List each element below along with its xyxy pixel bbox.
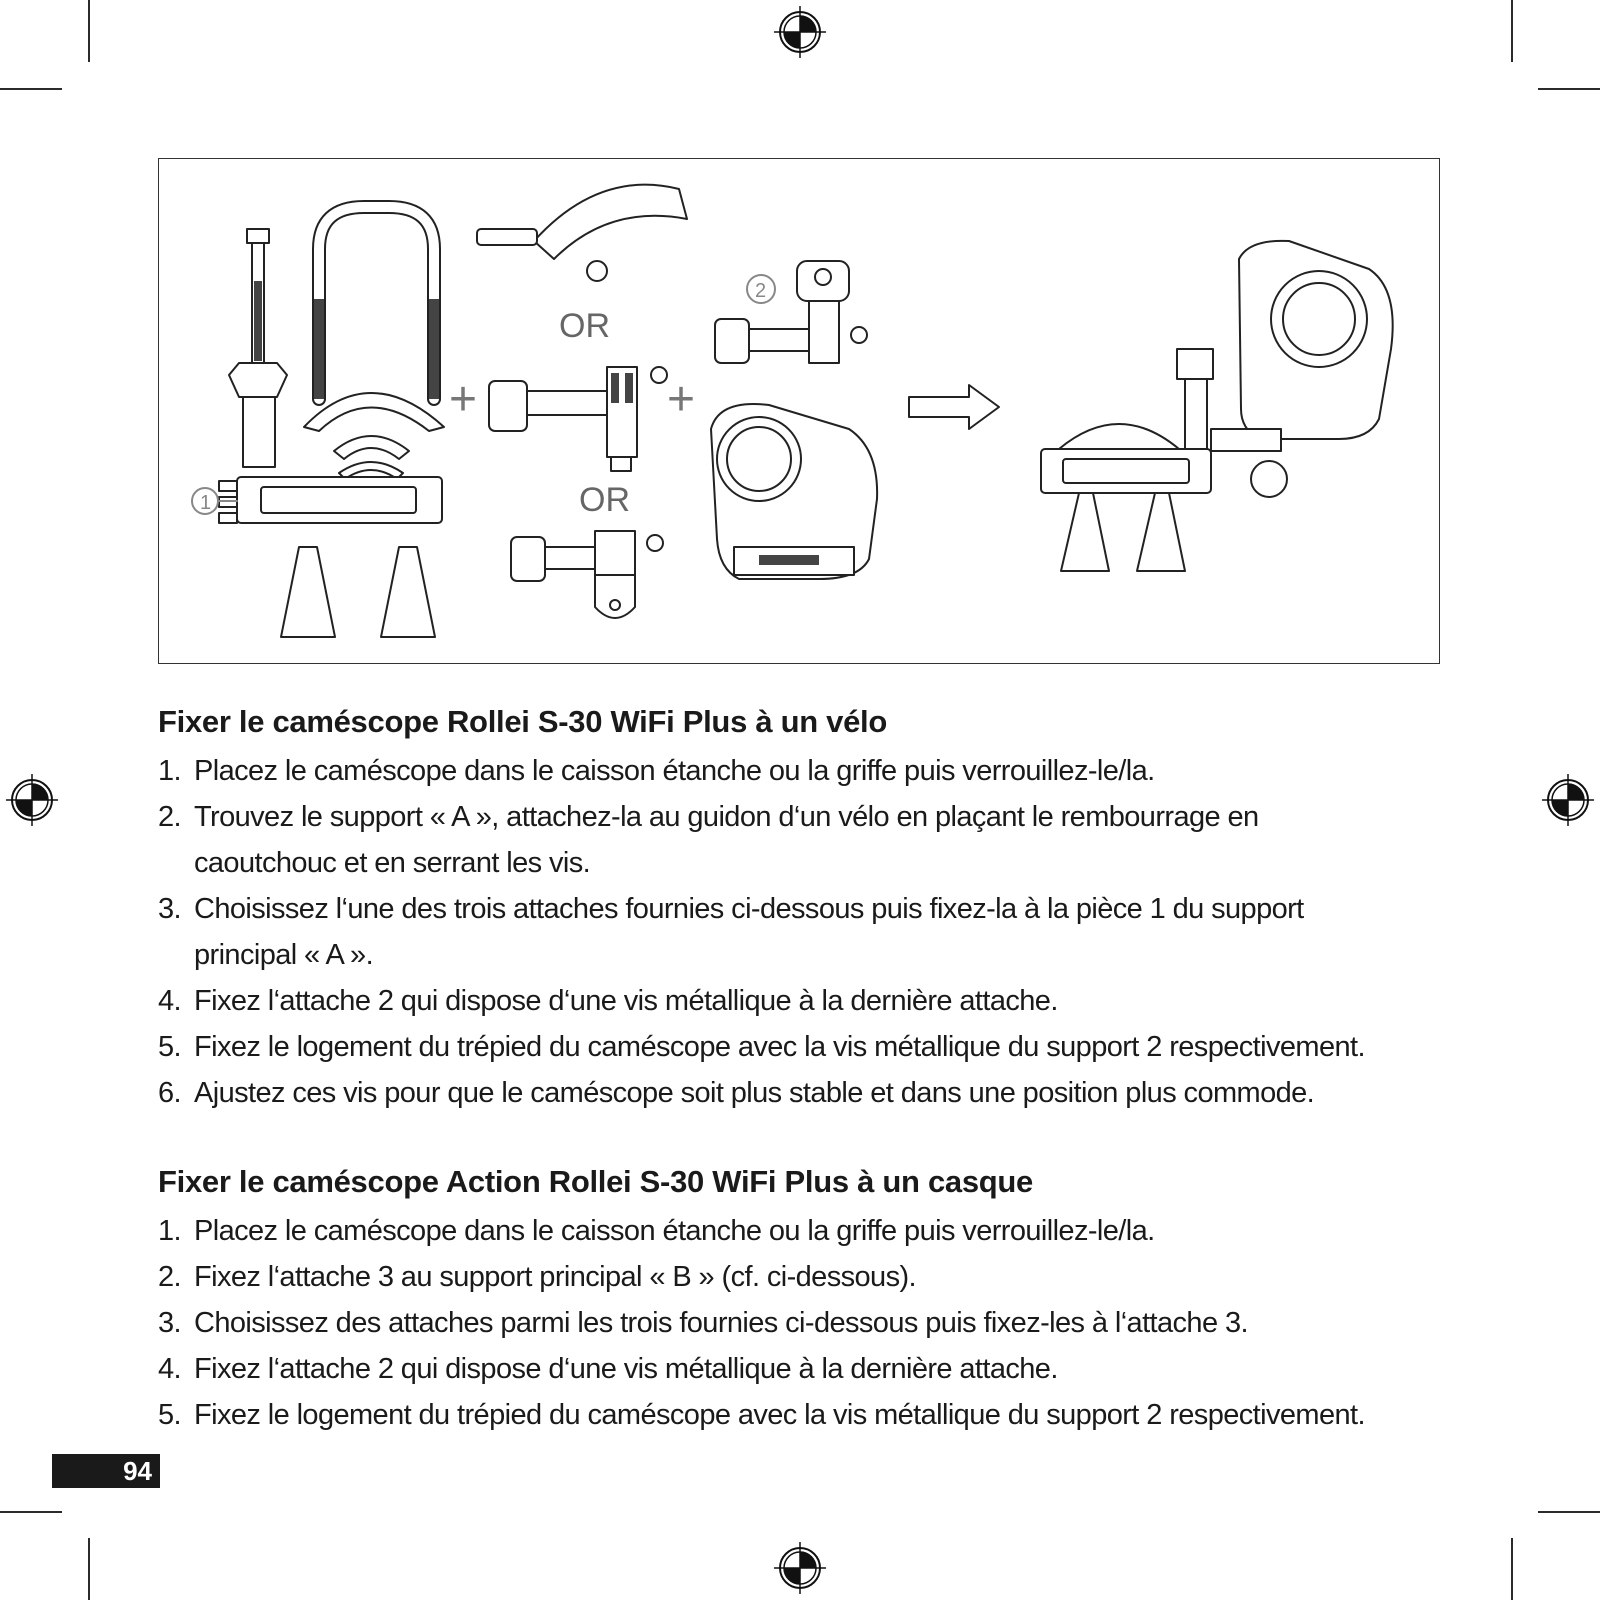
step-number: 2. <box>158 1261 181 1293</box>
mount-assembly-diagram <box>159 159 1439 663</box>
step-text: Trouvez le support « A », attachez-la au guidon d‘un vélo en plaçant le rembourrage en caoutchouc et en serrant les vis. <box>194 801 1259 879</box>
helmet-steps-list <box>158 1208 1458 1438</box>
list-item <box>158 1300 1458 1346</box>
assembled-mount-part <box>1041 241 1393 571</box>
callout-2-label: 2 <box>755 280 767 302</box>
mount-feet-part <box>281 547 435 637</box>
page-number-tab <box>52 1454 160 1488</box>
page-number: 94 <box>123 1456 152 1486</box>
step-text: Fixez l‘attache 2 qui dispose d‘une vis métallique à la dernière attache. <box>194 1353 1058 1385</box>
list-item <box>158 748 1458 794</box>
curved-attachment-part <box>477 185 687 281</box>
step-number: 6. <box>158 1077 181 1109</box>
registration-mark-icon <box>774 1542 826 1594</box>
straight-attachment-part <box>489 367 667 471</box>
list-item <box>158 1070 1458 1116</box>
step-text: Choisissez des attaches parmi les trois fournies ci-dessous puis fixez-les à l‘attache 3. <box>194 1307 1248 1339</box>
step-number: 1. <box>158 1215 181 1247</box>
crop-mark <box>88 0 90 62</box>
list-item <box>158 1392 1458 1438</box>
crop-mark <box>1538 88 1600 90</box>
rubber-pad-part <box>304 393 444 479</box>
step-text: Fixez l‘attache 3 au support principal « B » (cf. ci-dessous). <box>194 1261 916 1293</box>
arrow-right-icon <box>909 385 999 429</box>
step-text: Fixez le logement du trépied du caméscope avec la vis métallique du support 2 respectivement. <box>194 1399 1365 1431</box>
callout-1-label: 1 <box>200 492 212 514</box>
crop-mark <box>1511 1538 1513 1600</box>
step-number: 3. <box>158 893 181 925</box>
crop-mark <box>88 1538 90 1600</box>
short-attachment-part <box>511 531 663 618</box>
plus-sign-right: + <box>667 373 696 426</box>
list-item <box>158 1024 1458 1070</box>
step-text: Placez le caméscope dans le caisson étanche ou la griffe puis verrouillez-le/la. <box>194 1215 1155 1247</box>
list-item <box>158 1254 1458 1300</box>
step-number: 2. <box>158 801 181 833</box>
crop-mark <box>0 88 62 90</box>
list-item <box>158 978 1458 1024</box>
list-item <box>158 794 1314 886</box>
crop-mark <box>1511 0 1513 62</box>
hex-nut-part <box>229 363 287 467</box>
camera-part <box>711 404 877 579</box>
assembly-illustration <box>158 158 1440 664</box>
step-text: Fixez l‘attache 2 qui dispose d‘une vis métallique à la dernière attache. <box>194 985 1058 1017</box>
step-number: 4. <box>158 985 181 1017</box>
attachment-2-part <box>715 261 867 363</box>
step-text: Placez le caméscope dans le caisson étanche ou la griffe puis verrouillez-le/la. <box>194 755 1155 787</box>
plus-sign-left: + <box>449 373 478 426</box>
or-label-top: OR <box>559 307 610 345</box>
step-number: 5. <box>158 1399 181 1431</box>
helmet-section-heading: Fixer le caméscope Action Rollei S-30 WiFi Plus à un casque <box>158 1164 1033 1199</box>
step-number: 3. <box>158 1307 181 1339</box>
step-text: Ajustez ces vis pour que le caméscope soit plus stable et dans une position plus commode. <box>194 1077 1315 1109</box>
list-item <box>158 1208 1458 1254</box>
crop-mark <box>0 1511 62 1513</box>
main-bracket-part <box>192 477 442 523</box>
registration-mark-icon <box>1542 774 1594 826</box>
step-text: Fixez le logement du trépied du caméscope avec la vis métallique du support 2 respectivement. <box>194 1031 1365 1063</box>
list-item <box>158 886 1364 978</box>
step-number: 5. <box>158 1031 181 1063</box>
step-text: Choisissez l‘une des trois attaches fournies ci-dessous puis fixez-la à la pièce 1 du support principal « A ». <box>194 893 1304 971</box>
bike-mount-section <box>158 704 1458 1116</box>
bike-steps-list <box>158 748 1458 1116</box>
u-bolt-part <box>314 207 439 399</box>
helmet-mount-section <box>158 1164 1458 1438</box>
bike-section-heading: Fixer le caméscope Rollei S-30 WiFi Plus à un vélo <box>158 704 887 739</box>
registration-mark-icon <box>6 774 58 826</box>
crop-mark <box>1538 1511 1600 1513</box>
step-number: 1. <box>158 755 181 787</box>
list-item <box>158 1346 1458 1392</box>
step-number: 4. <box>158 1353 181 1385</box>
or-label-bottom: OR <box>579 481 630 519</box>
bolt-part <box>247 229 269 365</box>
registration-mark-icon <box>774 6 826 58</box>
